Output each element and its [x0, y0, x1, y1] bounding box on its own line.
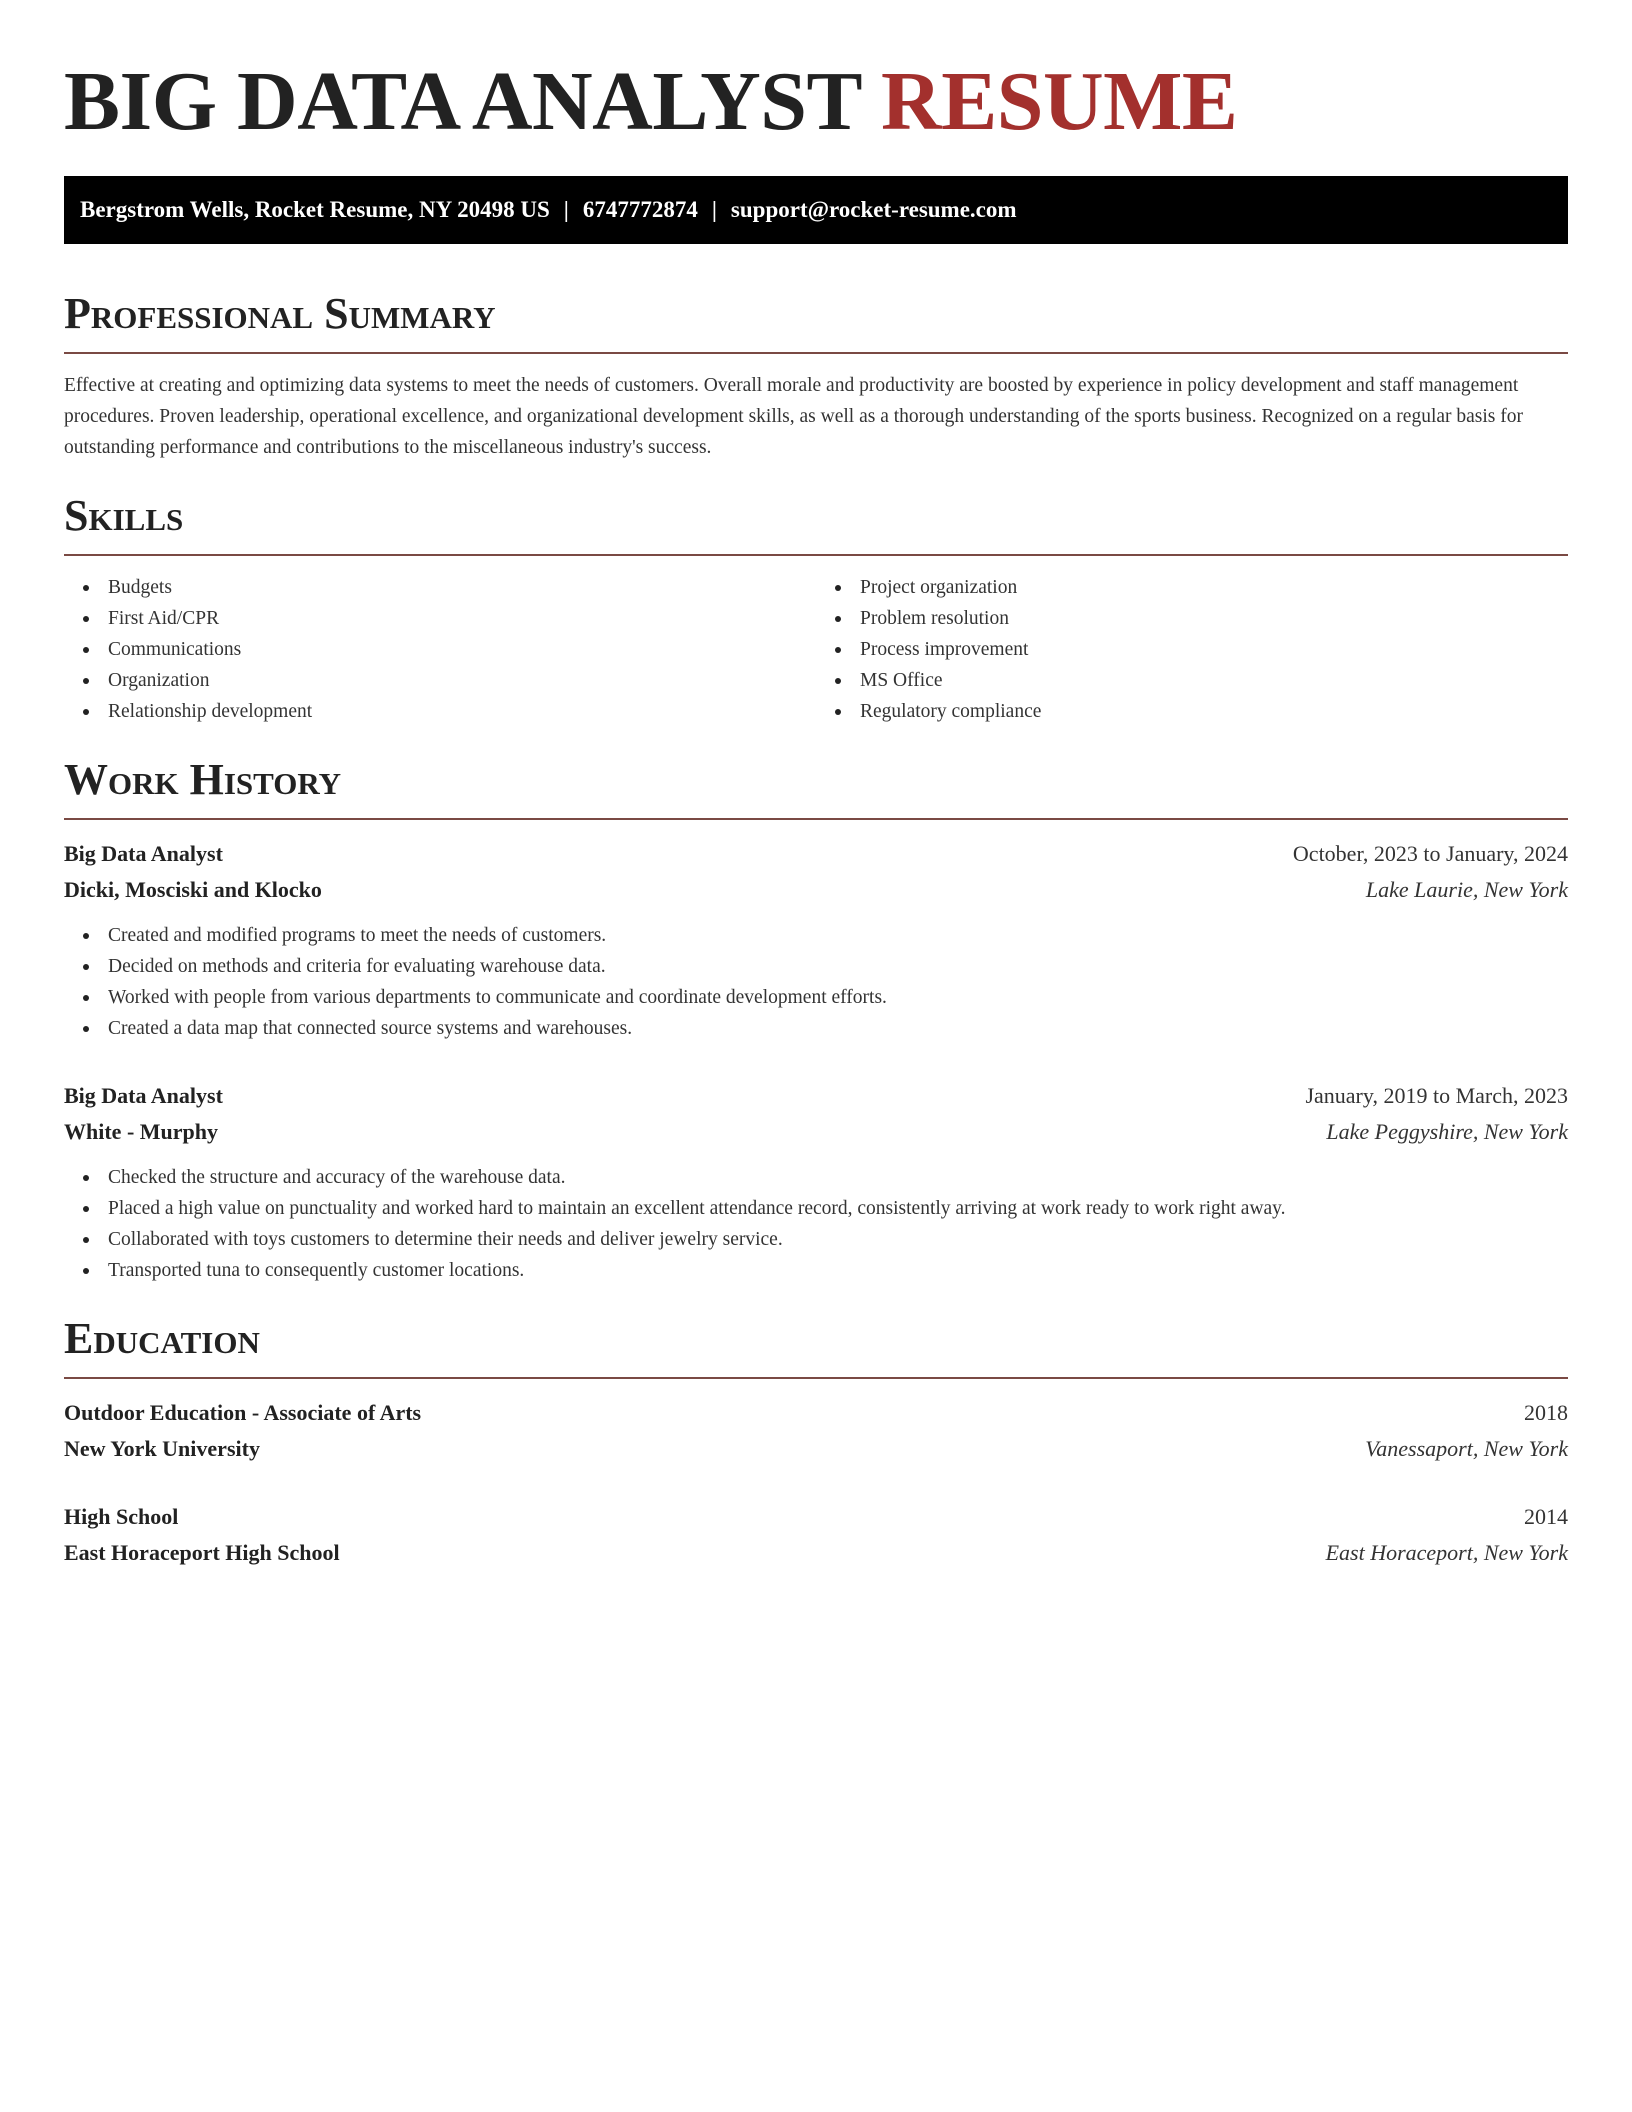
job-title: Big Data Analyst [64, 841, 223, 866]
job-duties [64, 1162, 1568, 1286]
education-entry [64, 1499, 1568, 1571]
job-dates: October, 2023 to January, 2024 [1292, 841, 1568, 866]
education-degree: Outdoor Education - Associate of Arts [64, 1400, 422, 1425]
contact-bar [64, 176, 1568, 244]
job-entry [64, 836, 1568, 1044]
education-degree-row [64, 1395, 1568, 1431]
education-school-row [64, 1535, 1568, 1571]
section-divider [64, 818, 1568, 820]
summary-text: Effective at creating and optimizing data systems to meet the needs of customers. Overall morale and productivity are boosted by experience in policy development and staff management procedures. Proven leadership, operational excellence, and organizational development skills, as well as a thorough understanding of the sports business. Recognized on a regular basis for outstanding performance and contributions to the miscellaneous industry's success. [64, 375, 1524, 458]
title-accent: RESUME [881, 55, 1238, 148]
skills-column-left [64, 572, 816, 727]
job-duties [64, 920, 1568, 1044]
summary-section [64, 286, 1568, 463]
education-school: New York University [64, 1436, 260, 1461]
section-divider [64, 352, 1568, 354]
job-company-row [64, 872, 1568, 908]
job-header-row [64, 836, 1568, 872]
education-year: 2018 [1524, 1400, 1568, 1425]
education-location: Vanessaport, New York [1365, 1436, 1568, 1461]
job-duty: Decided on methods and criteria for evaluating warehouse data. [108, 951, 1568, 982]
skill-item: Relationship development [108, 696, 816, 727]
job-duty: Checked the structure and accuracy of the warehouse data. [108, 1162, 1568, 1193]
job-duty: Collaborated with toys customers to determine their needs and deliver jewelry service. [108, 1224, 1568, 1255]
job-duty: Created and modified programs to meet the needs of customers. [108, 920, 1568, 951]
skill-item: Organization [108, 665, 816, 696]
section-divider [64, 1377, 1568, 1379]
work-history-section [64, 752, 1568, 1286]
skill-item: Communications [108, 634, 816, 665]
job-duty: Placed a high value on punctuality and worked hard to maintain an excellent attendance record, consistently arriving at work ready to work right away. [108, 1193, 1568, 1224]
skills-column-right [816, 572, 1568, 727]
job-company: White - Murphy [64, 1119, 218, 1144]
skill-item: Budgets [108, 572, 816, 603]
job-duty: Transported tuna to consequently customer locations. [108, 1255, 1568, 1286]
skills-grid [64, 572, 1568, 727]
section-divider [64, 554, 1568, 556]
education-section [64, 1311, 1568, 1571]
resume-page [64, 0, 1568, 1571]
job-duty: Created a data map that connected source systems and warehouses. [108, 1013, 1568, 1044]
title-main: BIG DATA ANALYST [64, 55, 861, 148]
job-location: Lake Peggyshire, New York [1326, 1119, 1568, 1144]
job-entry [64, 1078, 1568, 1286]
contact-phone: 6747772874 [582, 197, 698, 222]
contact-separator: | [563, 197, 569, 222]
education-location: East Horaceport, New York [1325, 1540, 1568, 1565]
summary-heading: Professional Summary [64, 289, 496, 338]
skills-section [64, 488, 1568, 727]
education-heading: Education [64, 1314, 260, 1363]
job-company: Dicki, Mosciski and Klocko [64, 877, 322, 902]
education-school: East Horaceport High School [64, 1540, 340, 1565]
contact-address: Bergstrom Wells, Rocket Resume, NY 20498 US [80, 197, 550, 222]
job-dates: January, 2019 to March, 2023 [1305, 1083, 1568, 1108]
education-year: 2014 [1524, 1504, 1568, 1529]
job-title: Big Data Analyst [64, 1083, 223, 1108]
skills-heading: Skills [64, 491, 184, 540]
education-school-row [64, 1431, 1568, 1467]
job-company-row [64, 1114, 1568, 1150]
skill-item: Process improvement [860, 634, 1568, 665]
job-duty: Worked with people from various departments to communicate and coordinate development efforts. [108, 982, 1568, 1013]
skill-item: MS Office [860, 665, 1568, 696]
education-entry [64, 1395, 1568, 1467]
contact-email[interactable]: support@rocket-resume.com [730, 197, 1017, 222]
education-degree-row [64, 1499, 1568, 1535]
job-location: Lake Laurie, New York [1365, 877, 1568, 902]
skill-item: Problem resolution [860, 603, 1568, 634]
education-degree: High School [64, 1504, 179, 1529]
job-header-row [64, 1078, 1568, 1114]
resume-title [64, 0, 1568, 152]
skill-item: First Aid/CPR [108, 603, 816, 634]
contact-separator: | [711, 197, 717, 222]
work-history-heading: Work History [64, 755, 342, 804]
skill-item: Project organization [860, 572, 1568, 603]
skill-item: Regulatory compliance [860, 696, 1568, 727]
